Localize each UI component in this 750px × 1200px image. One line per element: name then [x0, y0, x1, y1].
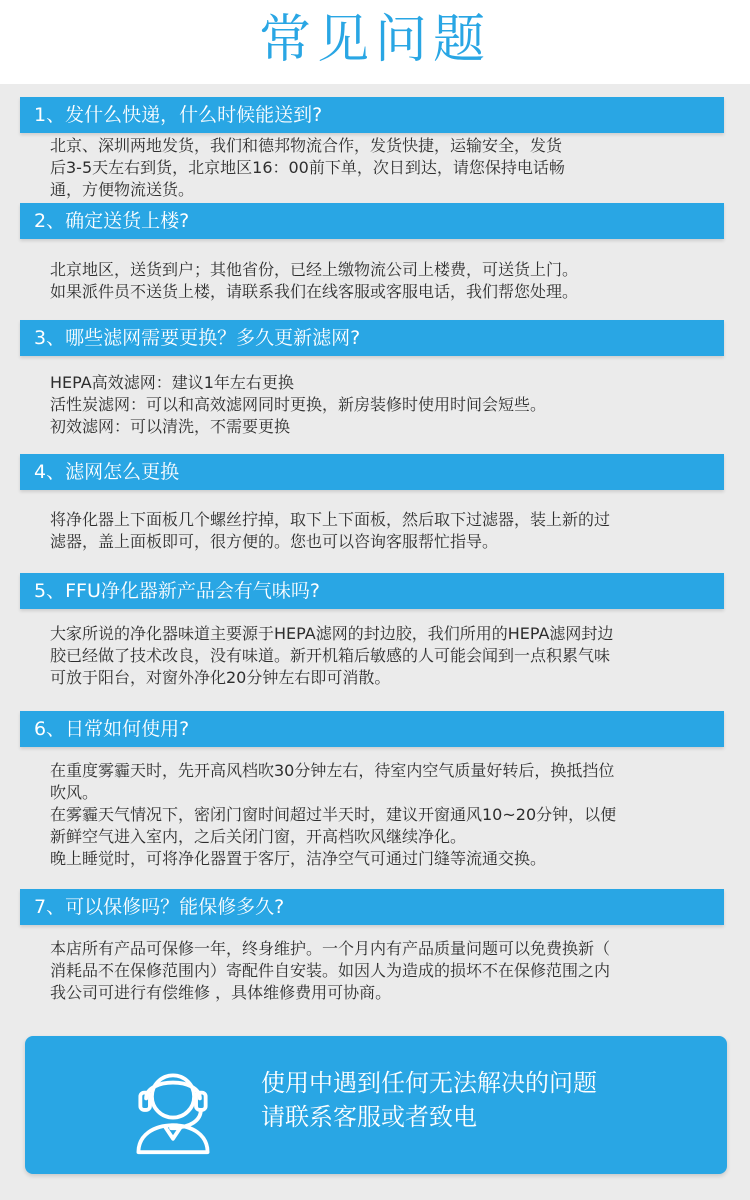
- faq-answer-line: 将净化器上下面板几个螺丝拧掉，取下上下面板，然后取下过滤器，装上新的过: [50, 510, 611, 529]
- faq-question-7: 7、可以保修吗？能保修多久?: [20, 889, 724, 925]
- faq-answer-4: [50, 509, 725, 553]
- faq-answer-line: 胶已经做了技术改良，没有味道。新开机箱后敏感的人可能会闻到一点积累气味: [50, 646, 611, 665]
- faq-answer-line: 通，方便物流送货。: [50, 180, 195, 199]
- faq-answer-line: 吹风。: [50, 783, 99, 802]
- page-title: 常见问题: [258, 10, 491, 70]
- contact-banner-line-1: 使用中遇到任何无法解决的问题: [261, 1069, 597, 1097]
- faq-answer-line: 在重度雾霾天时，先开高风档吹30分钟左右，待室内空气质量好转后，换抵挡位: [50, 761, 615, 780]
- faq-answer-2: [50, 259, 725, 303]
- faq-answer-line: 初效滤网：可以清洗，不需要更换: [50, 417, 291, 436]
- faq-answer-line: 北京、深圳两地发货，我们和德邦物流合作，发货快捷，运输安全，发货: [50, 136, 563, 155]
- contact-banner: [25, 1036, 727, 1174]
- faq-answer-6: [50, 760, 725, 870]
- faq-answer-line: 可放于阳台，对窗外净化20分钟左右即可消散。: [50, 668, 391, 687]
- faq-answer-1: [50, 135, 725, 201]
- faq-answer-line: 后3-5天左右到货，北京地区16：00前下单，次日到达，请您保持电话畅: [50, 158, 565, 177]
- faq-question-6: 6、日常如何使用?: [20, 711, 724, 747]
- faq-answer-line: 消耗品不在保修范围内）寄配件自安装。如因人为造成的损坏不在保修范围之内: [50, 961, 611, 980]
- faq-answer-line: 活性炭滤网：可以和高效滤网同时更换，新房装修时使用时间会短些。: [50, 395, 547, 414]
- header: [0, 0, 750, 84]
- faq-answer-line: 我公司可进行有偿维修 ，具体维修费用可协商。: [50, 983, 392, 1002]
- faq-answer-3: [50, 372, 725, 438]
- contact-banner-line-2: 请联系客服或者致电: [261, 1103, 477, 1131]
- faq-answer-5: [50, 623, 725, 689]
- faq-question-3: 3、哪些滤网需要更换？多久更新滤网?: [20, 320, 724, 356]
- faq-answer-line: 滤器，盖上面板即可，很方便的。您也可以咨询客服帮忙指导。: [50, 532, 499, 551]
- faq-answer-line: 晚上睡觉时，可将净化器置于客厅，洁净空气可通过门缝等流通交换。: [50, 849, 547, 868]
- contact-banner-text: [261, 1066, 701, 1134]
- faq-question-4: 4、滤网怎么更换: [20, 454, 724, 490]
- faq-answer-line: 如果派件员不送货上楼，请联系我们在线客服或客服电话，我们帮您处理。: [50, 282, 579, 301]
- faq-answer-line: 北京地区，送货到户；其他省份，已经上缴物流公司上楼费，可送货上门。: [50, 260, 579, 279]
- faq-question-2: 2、确定送货上楼?: [20, 203, 724, 239]
- faq-answer-line: 新鲜空气进入室内，之后关闭门窗，开高档吹风继续净化。: [50, 827, 467, 846]
- faq-question-5: 5、FFU净化器新产品会有气味吗?: [20, 573, 724, 609]
- faq-answer-line: 在雾霾天气情况下，密闭门窗时间超过半天时，建议开窗通风10~20分钟，以便: [50, 805, 617, 824]
- faq-answer-line: 本店所有产品可保修一年，终身维护。一个月内有产品质量问题可以免费换新（: [50, 939, 611, 958]
- faq-answer-line: HEPA高效滤网：建议1年左右更换: [50, 373, 294, 392]
- customer-service-headset-icon: [125, 1060, 221, 1156]
- faq-question-1: 1、发什么快递，什么时候能送到?: [20, 97, 724, 133]
- faq-answer-7: [50, 938, 725, 1004]
- faq-answer-line: 大家所说的净化器味道主要源于HEPA滤网的封边胶，我们所用的HEPA滤网封边: [50, 624, 614, 643]
